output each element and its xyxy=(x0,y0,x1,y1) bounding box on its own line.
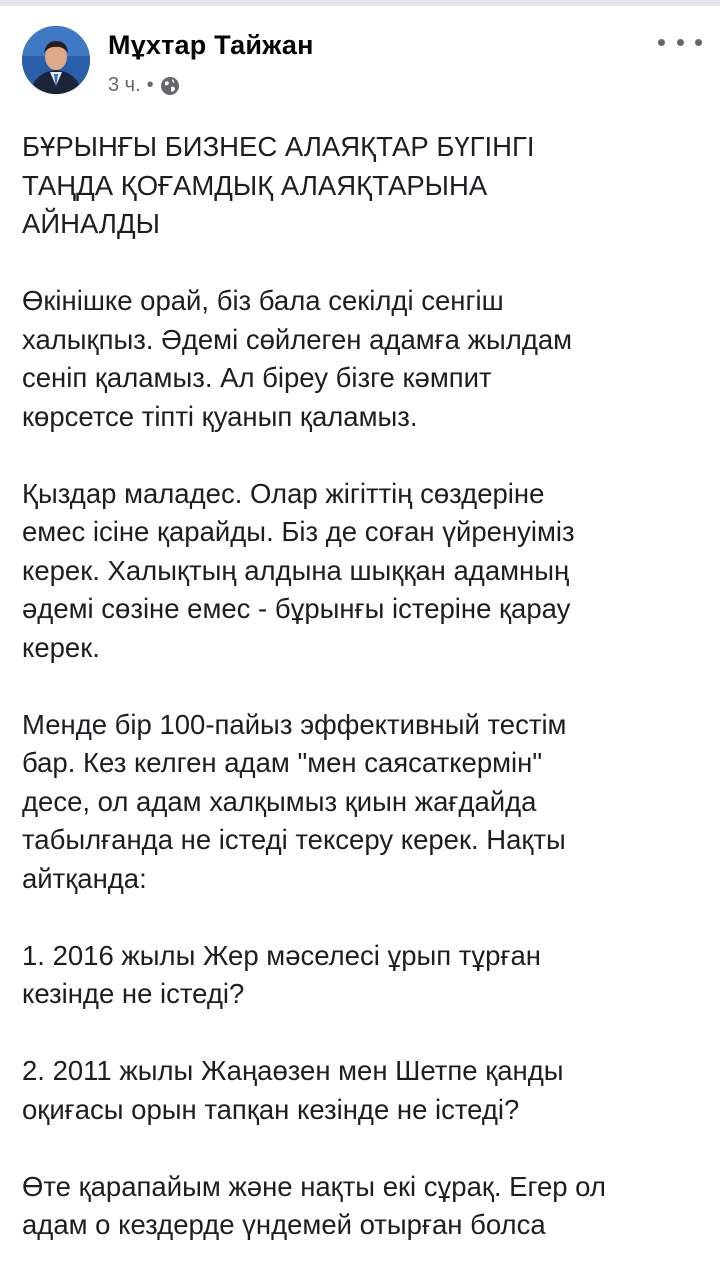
more-dot xyxy=(658,39,665,46)
post-header xyxy=(22,26,702,100)
globe-icon[interactable] xyxy=(160,76,180,96)
post-list-item: 1. 2016 жылы Жер мәселесі ұрып тұрған кезінде не істеді? xyxy=(22,939,541,1009)
post-meta xyxy=(108,74,180,97)
post-paragraph: Қыздар маладес. Олар жігіттің сөздеріне емес ісіне қарайды. Біз де соған үйренуіміз керек. Халықтың алдына шыққан адамның әдемі сөзіне емес - бұрынғы істеріне қарау керек. xyxy=(22,477,575,663)
author-name[interactable]: Мұхтар Тайжан xyxy=(108,30,314,60)
more-dot xyxy=(677,39,684,46)
more-dots-icon[interactable] xyxy=(658,30,702,54)
post-body xyxy=(22,128,702,1283)
meta-separator: • xyxy=(146,74,154,96)
top-divider xyxy=(0,0,720,6)
post-paragraph: Менде бір 100-пайыз эффективный тестім бар. Кез келген адам "мен саясаткермін" десе, ол адам халқымыз қиын жағдайда табылғанда не істеді тексеру керек. Нақты айтқанда: xyxy=(22,708,567,894)
more-dot xyxy=(695,39,702,46)
avatar[interactable] xyxy=(22,26,90,94)
post-title: БҰРЫНҒЫ БИЗНЕС АЛАЯҚТАР БҮГІНГІ ТАҢДА ҚОҒАМДЫҚ АЛАЯҚТАРЫНА АЙНАЛДЫ xyxy=(22,131,535,239)
post-list-item: 2. 2011 жылы Жаңаөзен мен Шетпе қанды оқиғасы орын тапқан кезінде не істеді? xyxy=(22,1055,564,1125)
post-paragraph: Өте қарапайым және нақты екі сұрақ. Егер ол адам о кездерде үндемей отырған болса xyxy=(22,1170,606,1240)
post-paragraph: Өкінішке орай, біз бала секілді сенгіш халықпыз. Әдемі сөйлеген адамға жылдам сеніп қаламыз. Ал біреу бізге кәмпит көрсетсе тіпті қуанып қаламыз. xyxy=(22,285,573,432)
post-time[interactable]: 3 ч. xyxy=(108,74,141,96)
